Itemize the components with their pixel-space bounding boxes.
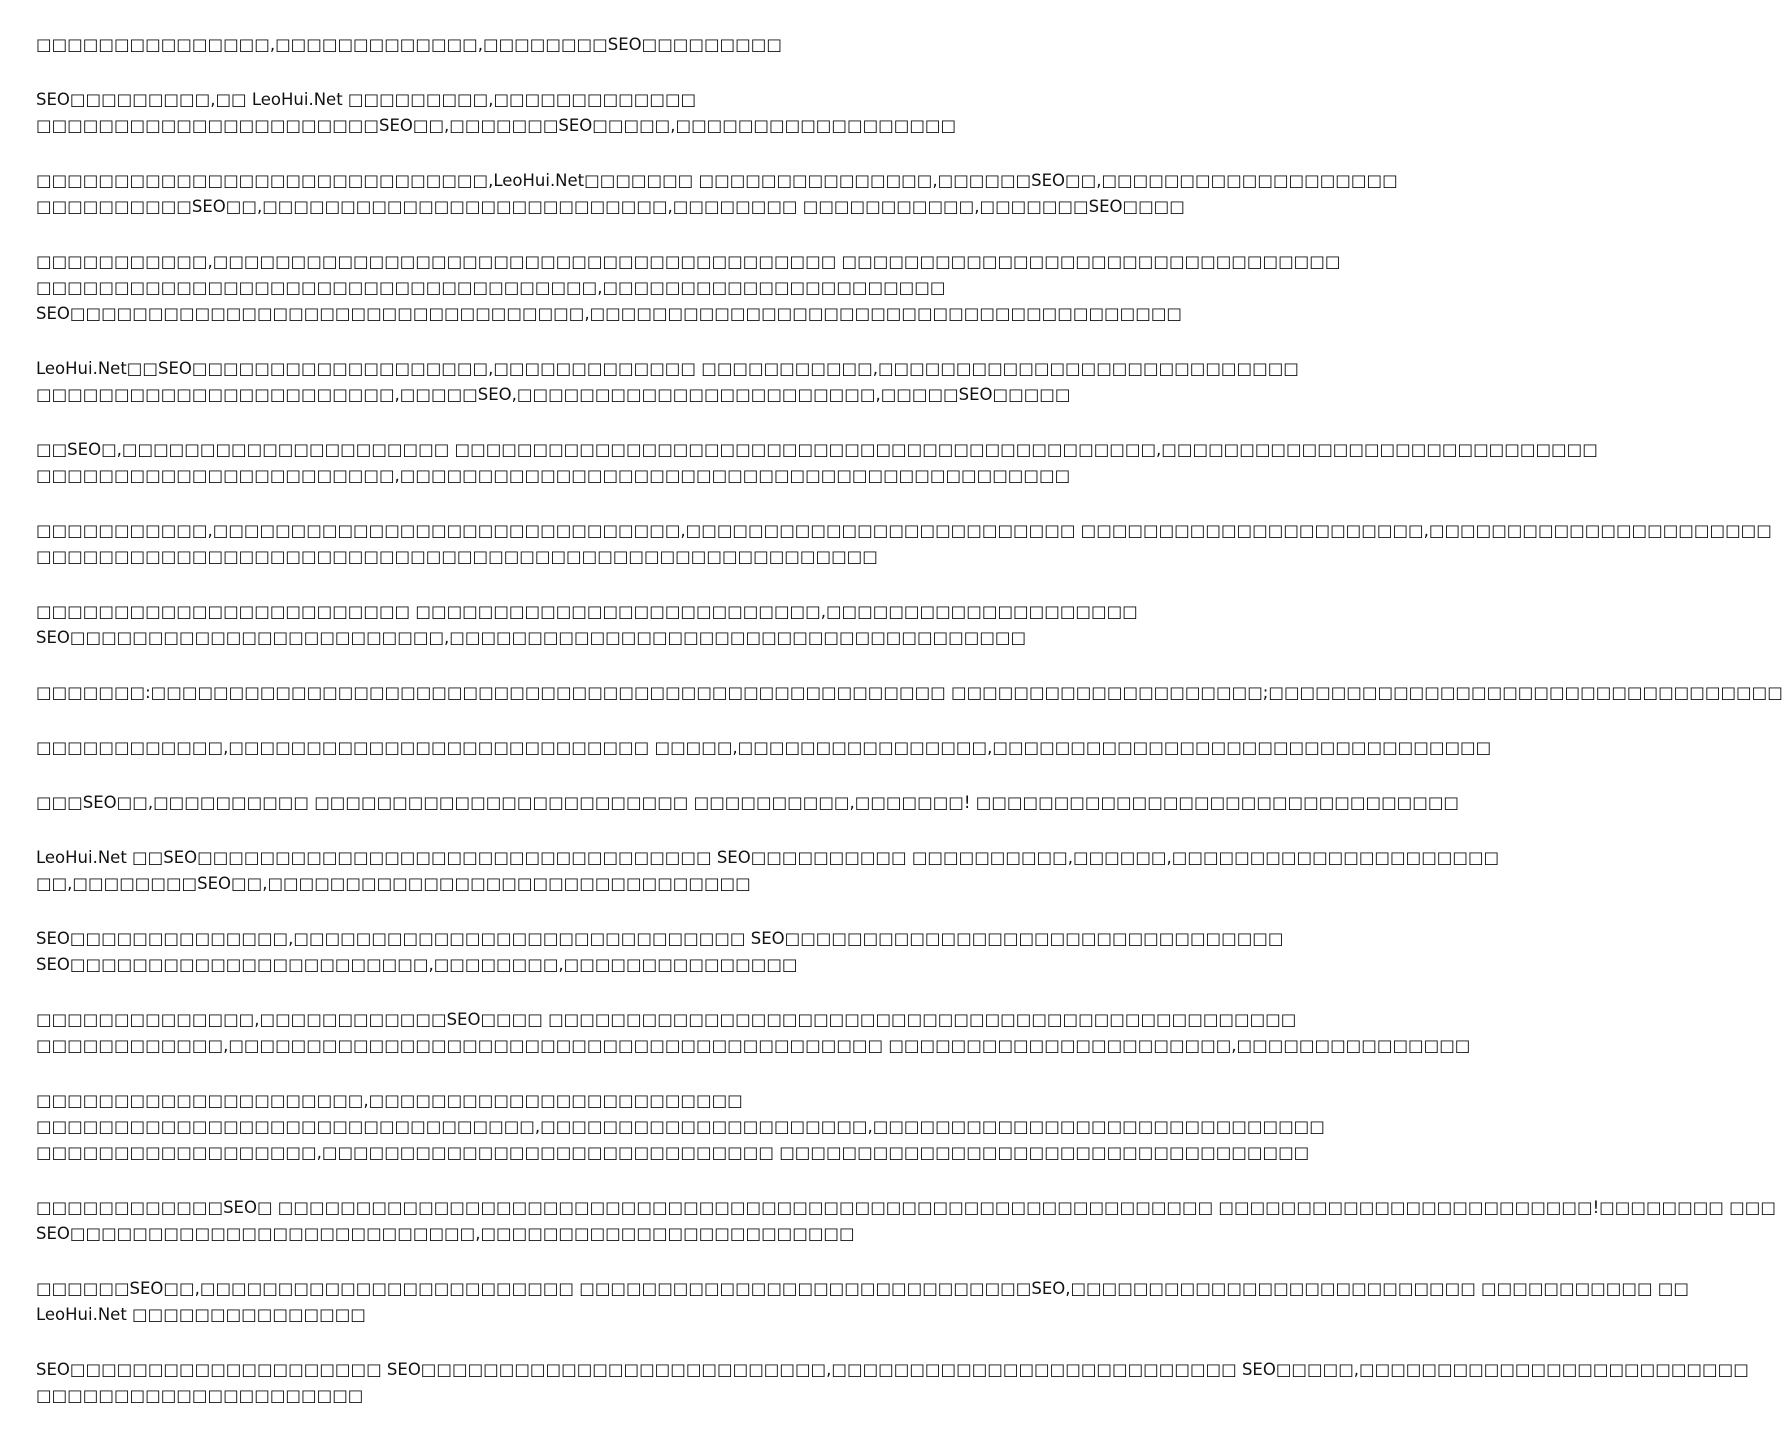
paragraph [36, 87, 986, 139]
paragraph [36, 1195, 1776, 1247]
paragraph [36, 1007, 1471, 1059]
paragraph [36, 845, 1500, 897]
paragraph [36, 32, 986, 58]
paragraph-line: SEO□□□□□□□□□□□□□□□□□□□□□□□,□□□□□□□□,□□□□□□□□□□□□□□□ [36, 955, 798, 974]
paragraph [36, 1276, 1689, 1328]
paragraph-line: □□□□□□□□□□□□□□□,□□□□□□□□□□□□□,□□□□□□□□SEO□□□□□□□□□ [36, 35, 782, 54]
paragraph [36, 680, 1783, 706]
paragraph-line: □□□□□□□□□□□□□□□□□□□□□□SEO□□,□□□□□□□SEO□□□□□,□□□□□□□□□□□□□□□□□□ [36, 116, 957, 135]
paragraph [36, 168, 1398, 220]
paragraph-line: □□□□□□□□□□□□□□□□□□□□□□□□□□□□□□□□,□□□□□□□□□□□□□□□□□□□□□,□□□□□□□□□□□□□□□□□□□□□□□□□□□□□ [36, 1117, 1325, 1136]
paragraph-line: SEO□□□□□□□□□□□□□□□□□□□□□□□□□□□□□□□□□,□□□□□□□□□□□□□□□□□□□□□□□□□□□□□□□□□□□□□□ [36, 304, 1182, 323]
paragraph-line: □□□□□□□□□□□□SEO□ □□□□□□□□□□□□□□□□□□□□□□□□□□□□□□□□□□□□□□□□□□□□□□□□□□□□□□□□□□□□ □□□□□□□□□□□□□□□□□□□□□□□□!□□□□□□□□ □□□ [36, 1198, 1776, 1217]
paragraph-line: SEO□□□□□□□□□□□□□□□□□□□□□□□□□□,□□□□□□□□□□□□□□□□□□□□□□□□ [36, 1224, 855, 1243]
paragraph-line: SEO□□□□□□□□□□□□□□□□□□□□□□□□,□□□□□□□□□□□□□□□□□□□□□□□□□□□□□□□□□□□□□ [36, 628, 1027, 647]
paragraph-line: □□□□□□□:□□□□□□□□□□□□□□□□□□□□□□□□□□□□□□□□□□□□□□□□□□□□□□□□□□□ □□□□□□□□□□□□□□□□□□□□;□□□□□□□□□□□□□□□□□□□□□□□□□□□□□□□□□ [36, 683, 1783, 702]
paragraph-line: □□□□□□□□□□□□□□□□□□□□□□□□□□□□□□□□□□□□,□□□□□□□□□□□□□□□□□□□□□□ [36, 278, 946, 297]
paragraph-line: □□□□□□□□□□□□□□□□□□□□□ [36, 1386, 364, 1405]
paragraph-line: □□□□□□SEO□□,□□□□□□□□□□□□□□□□□□□□□□□□ □□□□□□□□□□□□□□□□□□□□□□□□□□□□□SEO,□□□□□□□□□□□□□□□□□□□□□□□□□□ □□□□□□□□□□□ □□ [36, 1279, 1689, 1298]
paragraph-line: SEO□□□□□□□□□,□□ LeoHui.Net □□□□□□□□□,□□□□□□□□□□□□□ [36, 90, 697, 109]
document-body [36, 32, 1783, 1438]
paragraph-line: LeoHui.Net □□□□□□□□□□□□□□□ [36, 1305, 366, 1324]
paragraph-line: □□□□□□□□□□□□□□□□□□□□□□□□□□□□□,LeoHui.Net□□□□□□□ □□□□□□□□□□□□□□□,□□□□□□SEO□□,□□□□□□□□□□□□□□□□□□□ [36, 171, 1398, 190]
paragraph [36, 599, 1138, 651]
paragraph-line: SEO□□□□□□□□□□□□□□,□□□□□□□□□□□□□□□□□□□□□□□□□□□□□ SEO□□□□□□□□□□□□□□□□□□□□□□□□□□□□□□□□ [36, 929, 1284, 948]
paragraph-line: □□□□□□□□□□SEO□□,□□□□□□□□□□□□□□□□□□□□□□□□□□,□□□□□□□□ □□□□□□□□□□□,□□□□□□□SEO□□□□ [36, 197, 1185, 216]
paragraph-line: □□,□□□□□□□□SEO□□,□□□□□□□□□□□□□□□□□□□□□□□□□□□□□□□ [36, 874, 751, 893]
paragraph-line: □□□SEO□□,□□□□□□□□□□ □□□□□□□□□□□□□□□□□□□□□□□□ □□□□□□□□□□,□□□□□□□! □□□□□□□□□□□□□□□□□□□□□□□□□□□□□□□ [36, 793, 1460, 812]
paragraph-line: □□□□□□□□□□□□□□□□□□□□□□□,□□□□□SEO,□□□□□□□□□□□□□□□□□□□□□□□,□□□□□SEO□□□□□ [36, 385, 1071, 404]
paragraph-line: □□□□□□□□□□□□□□,□□□□□□□□□□□□SEO□□□□ □□□□□□□□□□□□□□□□□□□□□□□□□□□□□□□□□□□□□□□□□□□□□□□□ [36, 1010, 1297, 1029]
paragraph-line: □□SEO□,□□□□□□□□□□□□□□□□□□□□□ □□□□□□□□□□□□□□□□□□□□□□□□□□□□□□□□□□□□□□□□□□□□□,□□□□□□□□□□□□□□□□□□□□□□□□□□□□ [36, 440, 1598, 459]
paragraph [36, 249, 1341, 327]
paragraph-line: LeoHui.Net □□SEO□□□□□□□□□□□□□□□□□□□□□□□□□□□□□□□□□ SEO□□□□□□□□□□ □□□□□□□□□□,□□□□□□,□□□□□□□□□□□□□□□□□□□□□ [36, 848, 1500, 867]
paragraph-line: □□□□□□□□□□□□,□□□□□□□□□□□□□□□□□□□□□□□□□□□ □□□□□,□□□□□□□□□□□□□□□□,□□□□□□□□□□□□□□□□□□□□□□□□□□□□□□□□ [36, 738, 1492, 757]
paragraph [36, 790, 1460, 816]
paragraph-line: □□□□□□□□□□□□□□□□□□,□□□□□□□□□□□□□□□□□□□□□□□□□□□□□ □□□□□□□□□□□□□□□□□□□□□□□□□□□□□□□□□□ [36, 1143, 1310, 1162]
paragraph-line: □□□□□□□□□□□□,□□□□□□□□□□□□□□□□□□□□□□□□□□□□□□□□□□□□□□□□□□ □□□□□□□□□□□□□□□□□□□□□□,□□□□□□□□□□□□□□□ [36, 1036, 1471, 1055]
paragraph-line: □□□□□□□□□□□,□□□□□□□□□□□□□□□□□□□□□□□□□□□□□□□□□□□□□□□□ □□□□□□□□□□□□□□□□□□□□□□□□□□□□□□□□ [36, 252, 1341, 271]
paragraph [36, 356, 1299, 408]
paragraph [36, 735, 1492, 761]
paragraph-line: □□□□□□□□□□□□□□□□□□□□□,□□□□□□□□□□□□□□□□□□□□□□□□ [36, 1091, 743, 1110]
paragraph [36, 1357, 1749, 1409]
paragraph-line: □□□□□□□□□□□□□□□□□□□□□□□□□□□□□□□□□□□□□□□□□□□□□□□□□□□□□□ [36, 547, 878, 566]
paragraph-line: □□□□□□□□□□□□□□□□□□□□□□□,□□□□□□□□□□□□□□□□□□□□□□□□□□□□□□□□□□□□□□□□□□□ [36, 466, 1071, 485]
paragraph-line: SEO□□□□□□□□□□□□□□□□□□□□ SEO□□□□□□□□□□□□□□□□□□□□□□□□□□,□□□□□□□□□□□□□□□□□□□□□□□□□□ SEO□□□□□,□□□□□□□□□□□□□□□□□□□□□□□□□ [36, 1360, 1749, 1379]
paragraph [36, 926, 1284, 978]
paragraph [36, 437, 1598, 489]
paragraph-line: LeoHui.Net□□SEO□□□□□□□□□□□□□□□□□□□,□□□□□□□□□□□□□ □□□□□□□□□□□,□□□□□□□□□□□□□□□□□□□□□□□□□□□ [36, 359, 1299, 378]
paragraph [36, 518, 1772, 570]
paragraph-line: □□□□□□□□□□□□□□□□□□□□□□□□ □□□□□□□□□□□□□□□□□□□□□□□□□□,□□□□□□□□□□□□□□□□□□□□ [36, 602, 1138, 621]
paragraph-line: □□□□□□□□□□□,□□□□□□□□□□□□□□□□□□□□□□□□□□□□□□,□□□□□□□□□□□□□□□□□□□□□□□□□ □□□□□□□□□□□□□□□□□□□□□□,□□□□□□□□□□□□□□□□□□□□□□ [36, 521, 1772, 540]
paragraph [36, 1088, 1325, 1166]
